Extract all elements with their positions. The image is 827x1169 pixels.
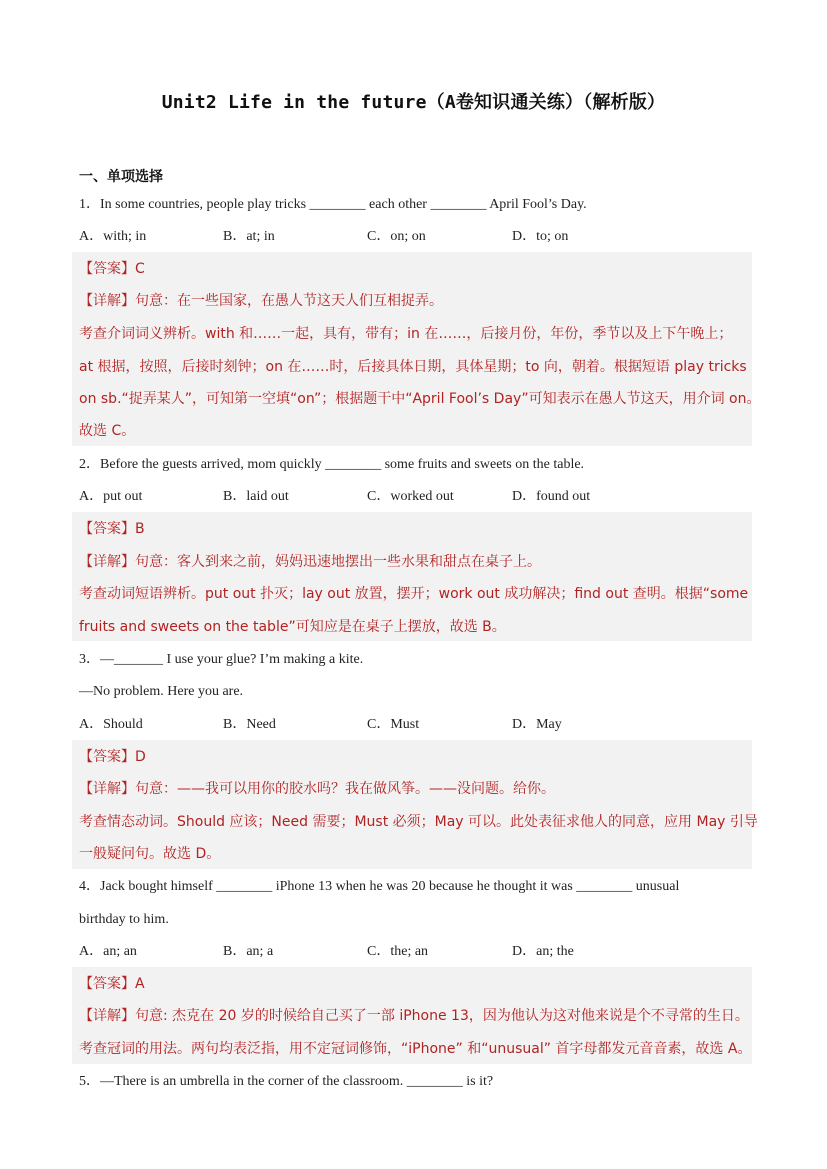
answer-1: 【答案】C (79, 261, 145, 277)
option-c: C．worked out (367, 489, 454, 504)
page-title: Unit2 Life in the future（A卷知识通关练）（解析版） (161, 92, 666, 113)
detail-2-line-1: 【详解】句意：客人到来之前，妈妈迅速地摆出一些水果和甜点在桌子上。 (79, 554, 541, 570)
question-2-options (79, 487, 779, 507)
question-3-stem-line-2: —No problem. Here you are. (79, 684, 244, 699)
detail-3-line-2: 考查情态动词。Should 应该；Need 需要；Must 必须；May 可以。此处表征求他人的同意，应用 May 引导 (79, 814, 758, 830)
question-4-options (79, 942, 779, 962)
detail-4-line-1: 【详解】句意: 杰克在 20 岁的时候给自己买了一部 iPhone 13，因为他认为这对他来说是个不寻常的生日。 (79, 1008, 749, 1024)
option-a: A．put out (79, 489, 143, 504)
option-b: B．at; in (223, 229, 275, 244)
option-c: C．on; on (367, 229, 426, 244)
detail-1-line-5: 故选 C。 (79, 423, 136, 439)
question-1-options (79, 227, 779, 247)
option-a: A．with; in (79, 229, 147, 244)
answer-2: 【答案】B (79, 521, 145, 537)
option-c: C．Must (367, 717, 420, 732)
option-b: B．laid out (223, 489, 289, 504)
detail-1-line-3: at 根据，按照，后接时刻钟；on 在……时，后接具体日期，具体星期；to 向，朝着。根据短语 play tricks (79, 359, 747, 375)
option-d: D．May (512, 717, 562, 732)
option-d: D．to; on (512, 229, 569, 244)
question-3-options (79, 715, 779, 735)
answer-3: 【答案】D (79, 749, 146, 765)
section-heading: 一、单项选择 (79, 169, 163, 185)
question-4-stem-line-2: birthday to him. (79, 912, 169, 927)
detail-2-line-3: fruits and sweets on the table”可知应是在桌子上摆放，故选 B。 (79, 619, 506, 635)
option-b: B．Need (223, 717, 276, 732)
option-a: A．an; an (79, 944, 137, 959)
answer-box-1 (72, 252, 752, 446)
question-2-stem: 2．Before the guests arrived, mom quickly ________ some fruits and sweets on the table. (79, 457, 585, 472)
option-d: D．an; the (512, 944, 574, 959)
option-d: D．found out (512, 489, 591, 504)
question-4-stem-line-1: 4．Jack bought himself ________ iPhone 13 when he was 20 because he thought it was ________ unusual (79, 879, 680, 894)
option-a: A．Should (79, 717, 143, 732)
detail-3-line-1: 【详解】句意：——我可以用你的胶水吗？我在做风筝。——没问题。给你。 (79, 781, 555, 797)
answer-4: 【答案】A (79, 976, 145, 992)
detail-1-line-2: 考查介词词义辨析。with 和……一起，具有，带有；in 在……，后接月份，年份，季节以及上下午晚上； (79, 326, 733, 342)
question-1-stem: 1．In some countries, people play tricks ________ each other ________ April Fool’s Day. (79, 197, 587, 212)
detail-4-line-2: 考查冠词的用法。两句均表泛指，用不定冠词修饰，“iPhone” 和“unusual” 首字母都发元音音素，故选 A。 (79, 1041, 752, 1057)
detail-1-line-4: on sb.“捉弄某人”，可知第一空填“on”；根据题干中“April Fool’s Day”可知表示在愚人节这天，用介词 on。 (79, 391, 761, 407)
detail-2-line-2: 考查动词短语辨析。put out 扑灭；lay out 放置，摆开；work out 成功解决；find out 查明。根据“some (79, 586, 749, 602)
question-3-stem-line-1: 3．—_______ I use your glue? I’m making a kite. (79, 652, 364, 667)
question-5-stem: 5．—There is an umbrella in the corner of the classroom. ________ is it? (79, 1074, 494, 1089)
detail-3-line-3: 一般疑问句。故选 D。 (79, 846, 221, 862)
option-c: C．the; an (367, 944, 429, 959)
detail-1-line-1: 【详解】句意：在一些国家，在愚人节这天人们互相捉弄。 (79, 293, 443, 309)
option-b: B．an; a (223, 944, 274, 959)
